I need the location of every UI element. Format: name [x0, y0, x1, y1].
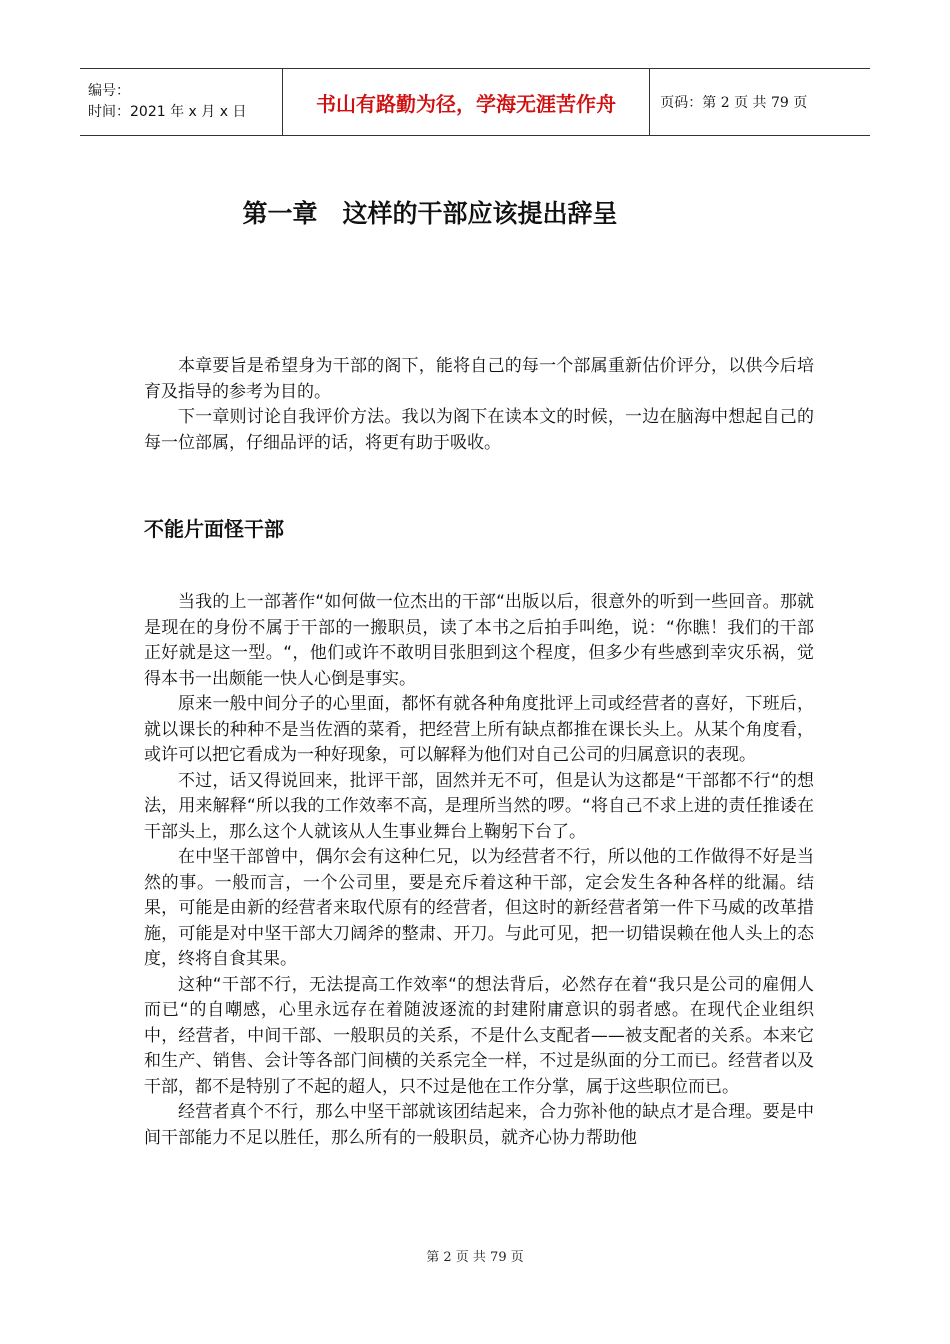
body-paragraph: 在中坚干部曾中，偶尔会有这种仁兄，以为经营者不行，所以他的工作做得不好是当然的事。一般而言，一个公司里，要是充斥着这种干部，定会发生各种各样的纰漏。结果，可能是由新的经营者来取代原有的经营者，但这时的新经营者第一件下马威的改革措施，可能是对中坚干部大刀阔斧的整肃、开刀。与此可见，把一切错误赖在他人头上的态度，终将自食其果。	[144, 847, 814, 969]
header-left-cell	[80, 69, 282, 136]
chapter-title: 第一章 这样的干部应该提出辞呈	[242, 199, 618, 228]
body-paragraph: 不过，话又得说回来，批评干部，固然并无不可，但是认为这都是“干部都不行“的想法，用来解释“所以我的工作效率不高，是理所当然的啰。“将自己不求上进的责任推诿在干部头上，那么这个人就该从人生事业舞台上鞠躬下台了。	[144, 770, 814, 842]
number-label: 编号：	[88, 83, 130, 99]
body-paragraph: 当我的上一部著作“如何做一位杰出的干部“出版以后，很意外的听到一些回音。那就是现在的身份不属于干部的一搬职员，读了本书之后拍手叫绝，说：“你瞧！我们的干部正好就是这一型。“，他们或许不敢明目张胆到这个程度，但多少有些感到幸灾乐祸，觉得本书一出颇能一快人心倒是事实。	[144, 592, 814, 689]
header-motto-cell	[282, 69, 649, 136]
body-paragraph: 原来一般中间分子的心里面，都怀有就各种角度批评上司或经营者的喜好，下班后，就以课长的种种不是当佐酒的菜肴，把经营上所有缺点都推在课长头上。从某个角度看，或许可以把它看成为一种好现象，可以解释为他们对自己公司的归属意识的表现。	[144, 694, 814, 765]
page-footer: 第 2 页 共 79 页	[426, 1250, 524, 1265]
date-label: 时间：2021 年 x 月 x 日	[88, 104, 247, 120]
intro-paragraph: 本章要旨是希望身为干部的阁下，能将自己的每一个部属重新估价评分，以供今后培育及指导的参考为目的。	[144, 356, 814, 402]
intro-paragraph: 下一章则讨论自我评价方法。我以为阁下在读本文的时候，一边在脑海中想起自己的每一位部属，仔细品评的话，将更有助于吸收。	[144, 407, 814, 453]
body-paragraph: 这种“干部不行，无法提高工作效率“的想法背后，必然存在着“我只是公司的雇佣人而已“的自嘲感，心里永远存在着随波逐流的封建附庸意识的弱者感。在现代企业组织中，经营者，中间干部、一般职员的关系，不是什么支配者——被支配者的关系。本来它和生产、销售、会计等各部门间横的关系完全一样，不过是纵面的分工而已。经营者以及干部，都不是特别了不起的超人，只不过是他在工作分掌，属于这些职位而已。	[144, 974, 814, 1097]
page-info: 页码：第 2 页 共 79 页	[660, 95, 808, 111]
header-right-cell	[650, 69, 870, 136]
section-title: 不能片面怪干部	[144, 517, 284, 541]
motto: 书山有路勤为径，学海无涯苦作舟	[316, 91, 617, 116]
page-header	[80, 68, 870, 136]
intro-section	[144, 354, 814, 456]
body-section	[144, 590, 814, 1151]
body-paragraph: 经营者真个不行，那么中坚干部就该团结起来，合力弥补他的缺点才是合理。要是中间干部能力不足以胜任，那么所有的一般职员，就齐心协力帮助他	[144, 1102, 814, 1148]
